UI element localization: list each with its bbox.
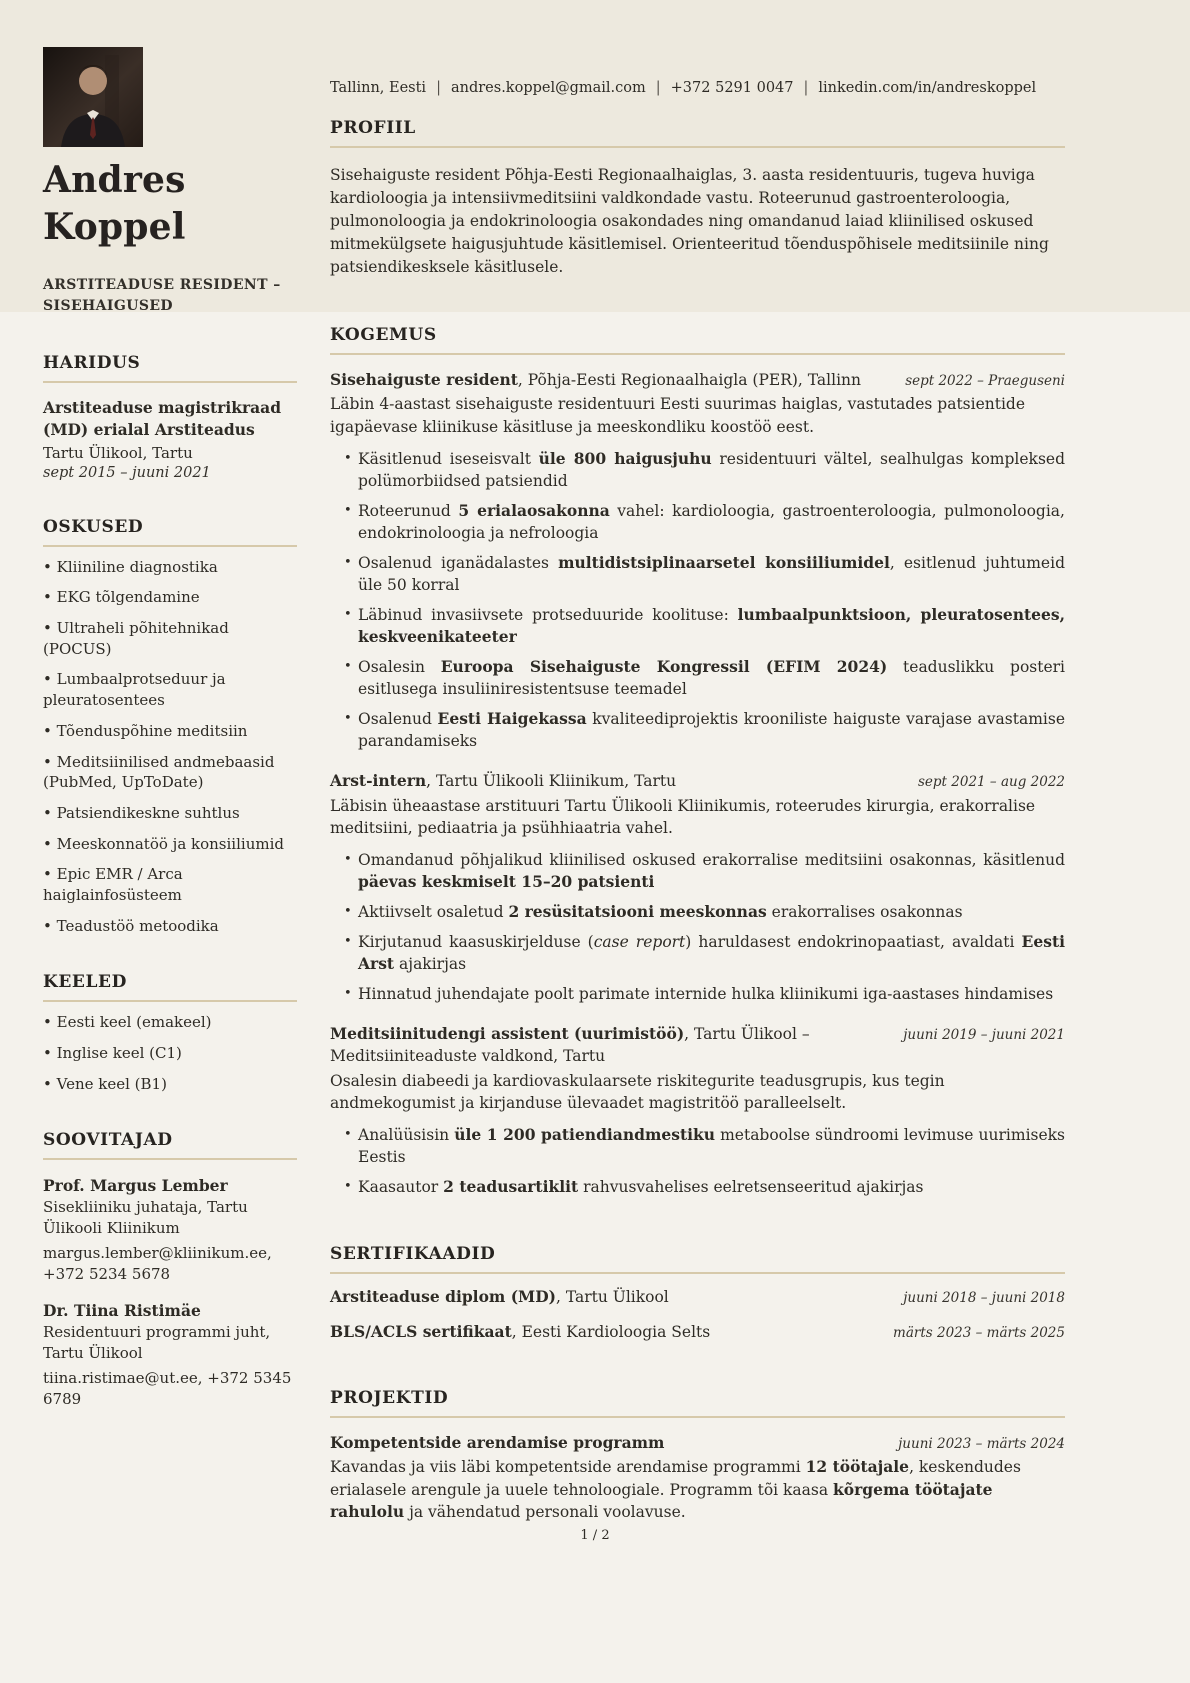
contact-phone: +372 5291 0047 <box>670 80 794 96</box>
experience-entry-header <box>330 369 1065 392</box>
project-entry <box>330 1432 1065 1524</box>
experience-titleblock <box>330 1023 885 1067</box>
experience-bullets <box>330 448 1065 752</box>
certificates-list <box>330 1286 1065 1343</box>
experience-title: Arst-intern <box>330 771 427 790</box>
page-number: 1 / 2 <box>580 1528 610 1543</box>
skill-item: • Patsiendikeskne suhtlus <box>43 803 240 822</box>
project-title: Kompetentside arendamise programm <box>330 1432 665 1452</box>
experience-bullet: • Omandanud põhjalikud kliinilised oskused erakorralise meditsiini osakonnas, käsitlenud päevas keskmiselt 15–20 patsienti <box>344 849 1065 893</box>
skills-list <box>43 557 297 937</box>
education-section <box>43 353 297 481</box>
experience-dates: sept 2021 – aug 2022 <box>918 774 1065 790</box>
skill-item: • Tõenduspõhine meditsiin <box>43 721 248 740</box>
experience-entry-header <box>330 770 1065 793</box>
certificate-title: BLS/ACLS sertifikaat <box>330 1322 512 1341</box>
contact-linkedin[interactable]: linkedin.com/in/andreskoppel <box>818 80 1037 96</box>
projects-heading: PROJEKTID <box>330 1388 1065 1418</box>
reference-item <box>43 1301 297 1410</box>
skills-heading: OSKUSED <box>43 517 297 547</box>
skill-item: • Epic EMR / Arca haiglainfosüsteem <box>43 865 183 904</box>
profile-section <box>330 118 1065 279</box>
experience-bullet: • Aktiivselt osaletud 2 resüsitatsiooni meeskonnas erakorralises osakonnas <box>344 901 1065 923</box>
profile-text: Sisehaiguste resident Põhja-Eesti Regionaalhaiglas, 3. aasta residentuuris, tugeva huviga kardioloogia ja intensiivmeditsiini valdkondade vastu. Roteerunud gastroenteroloogia, pulmonoloogia ja endokrinoloogia osakondades ning omandanud laiad kliinilised oskused mitmekülgsete haigusjuhtude käsitlemisel. Orienteeritud tõenduspõhisele meditsiinile ning patsiendikesksele käsitlusele. <box>330 166 1049 276</box>
experience-bullet: • Käsitlenud iseseisvalt üle 800 haigusjuhu residentuuri vältel, sealhulgas kompleksed polümorbiidsed patsiendid <box>344 448 1065 492</box>
experience-bullet: • Läbinud invasiivsete protseduuride koolituse: lumbaalpunktsioon, pleuratosentees, keskveenikateeter <box>344 604 1065 648</box>
certificate-titleblock <box>330 1321 875 1344</box>
experience-bullet: • Roteerunud 5 erialaosakonna vahel: kardioloogia, gastroenteroloogia, pulmonoloogia, endokrinoloogia ja nefroloogia <box>344 500 1065 544</box>
main-column <box>330 80 1065 1523</box>
language-item: • Eesti keel (emakeel) <box>43 1013 212 1032</box>
candidate-name: Andres Koppel <box>43 159 186 248</box>
languages-list <box>43 1012 297 1094</box>
experience-company: , Põhja-Eesti Regionaalhaigla (PER), Tallinn <box>517 370 861 389</box>
project-titleblock <box>330 1432 880 1455</box>
skill-item: • Kliiniline diagnostika <box>43 557 218 576</box>
languages-heading: KEELED <box>43 972 297 1002</box>
skill-item: • Lumbaalprotseduur ja pleuratosentees <box>43 670 226 710</box>
experience-description: Läbisin üheaastase arstituuri Tartu Ülikooli Kliinikumis, roteerudes kirurgia, erakorralise meditsiini, pediaatria ja psühhiaatria vahel. <box>330 796 1036 837</box>
education-dates: sept 2015 – juuni 2021 <box>43 464 211 481</box>
contact-location: Tallinn, Eesti <box>330 80 427 96</box>
projects-list <box>330 1432 1065 1524</box>
reference-contact: tiina.ristimae@ut.ee, +372 5345 6789 <box>43 1369 292 1409</box>
experience-title: Meditsiinitudengi assistent (uurimistöö) <box>330 1024 685 1044</box>
project-dates: juuni 2023 – märts 2024 <box>898 1435 1065 1452</box>
education-school: Tartu Ülikool, Tartu <box>43 443 193 462</box>
skill-item: • Ultraheli põhitehnikad (POCUS) <box>43 619 229 658</box>
experience-heading: KOGEMUS <box>330 325 1065 355</box>
contact-separator: | <box>655 80 661 96</box>
reference-role: Sisekliiniku juhataja, Tartu Ülikooli Kliinikum <box>43 1198 248 1238</box>
language-item: • Inglise keel (C1) <box>43 1044 182 1063</box>
skill-item: • Meditsiinilised andmebaasid (PubMed, UpToDate) <box>43 752 275 792</box>
experience-bullet: • Osalenud Eesti Haigekassa kvaliteediprojektis krooniliste haiguste varajase avastamise parandamiseks <box>344 708 1065 752</box>
reference-name: Dr. Tiina Ristimäe <box>43 1301 201 1321</box>
certificate-org: , Tartu Ülikool <box>555 1288 669 1307</box>
language-item: • Vene keel (B1) <box>43 1074 167 1093</box>
certificate-row <box>330 1286 1065 1309</box>
skills-section <box>43 517 297 937</box>
experience-bullet: • Osalenud iganädalastes multidistsiplinaarsetel konsiiliumidel, esitlenud juhtumeid üle 50 korral <box>344 552 1065 596</box>
reference-role: Residentuuri programmi juht, Tartu Ülikool <box>43 1323 271 1363</box>
experience-bullet: • Kaasautor 2 teadusartiklit rahvusvahelises eelretsenseeritud ajakirjas <box>344 1176 1065 1198</box>
certificate-title: Arstiteaduse diplom (MD) <box>330 1287 556 1307</box>
contact-email[interactable]: andres.koppel@gmail.com <box>450 80 646 96</box>
experience-list <box>330 369 1065 1199</box>
references-section <box>43 1130 297 1410</box>
certificates-heading: SERTIFIKAADID <box>330 1244 1065 1274</box>
experience-description: Osalesin diabeedi ja kardiovaskulaarsete riskitegurite teadusgrupis, kus tegin andmekogumist ja kirjanduse ülevaadet magistritöö paralleelselt. <box>330 1071 945 1112</box>
certificate-org: , Eesti Kardioloogia Selts <box>511 1323 711 1341</box>
certificates-section <box>330 1244 1065 1343</box>
experience-dates: sept 2022 – Praeguseni <box>905 372 1065 389</box>
reference-item <box>43 1176 297 1285</box>
projects-section <box>330 1388 1065 1524</box>
experience-entry-header <box>330 1023 1065 1067</box>
project-description: Kavandas ja viis läbi kompetentside arendamise programmi 12 töötajale, keskendudes erialasele arengule ja uuele tehnoloogiale. Programm tõi kaasa kõrgema töötajate rahulolu ja vähendatud personali voolavuse. <box>330 1457 1021 1521</box>
experience-entry <box>330 369 1065 752</box>
experience-title: Sisehaiguste resident <box>330 369 518 389</box>
reference-contact: margus.lember@kliinikum.ee, +372 5234 5678 <box>43 1244 272 1284</box>
experience-entry <box>330 1023 1065 1198</box>
education-heading: HARIDUS <box>43 353 297 383</box>
education-item <box>43 397 297 481</box>
skill-item: • Meeskonnatöö ja konsiiliumid <box>43 834 284 853</box>
candidate-job-title: ARSTITEADUSE RESIDENT – SISEHAIGUSED <box>43 276 281 314</box>
certificate-dates: juuni 2018 – juuni 2018 <box>903 1290 1065 1307</box>
certificate-dates: märts 2023 – märts 2025 <box>893 1325 1065 1341</box>
contact-separator: | <box>803 80 809 96</box>
experience-dates: juuni 2019 – juuni 2021 <box>903 1027 1065 1044</box>
experience-bullets <box>330 1124 1065 1198</box>
certificate-row <box>330 1321 1065 1344</box>
education-degree: Arstiteaduse magistrikraad (MD) erialal Arstiteadus <box>43 397 282 439</box>
experience-company: , Tartu Ülikool – Meditsiiniteaduste valdkond, Tartu <box>330 1025 810 1065</box>
certificate-titleblock <box>330 1286 885 1309</box>
references-list <box>43 1176 297 1410</box>
languages-section <box>43 972 297 1094</box>
experience-bullet: • Analüüsisin üle 1 200 patiendiandmestiku metaboolse sündroomi levimuse uurimiseks Eestis <box>344 1124 1065 1168</box>
sidebar <box>43 47 297 1410</box>
experience-description: Läbin 4-aastast sisehaiguste residentuuri Eesti suurimas haiglas, vastutades patsientide igapäevase kliinikuse käsitluse ja meeskondliku koostöö eest. <box>330 395 1026 436</box>
references-heading: SOOVITAJAD <box>43 1130 297 1160</box>
experience-bullet: • Osalesin Euroopa Sisehaiguste Kongressil (EFIM 2024) teaduslikku posteri esitlusega insuliiniresistentsuse teemadel <box>344 656 1065 700</box>
experience-section <box>330 325 1065 1199</box>
reference-name: Prof. Margus Lember <box>43 1176 228 1196</box>
project-entry-header <box>330 1432 1065 1455</box>
experience-bullets <box>330 849 1065 1005</box>
experience-titleblock <box>330 770 900 793</box>
profile-photo <box>43 47 143 147</box>
contact-separator: | <box>436 80 441 96</box>
profile-heading: PROFIIL <box>330 118 1065 148</box>
skill-item: • Teadustöö metoodika <box>43 916 219 935</box>
experience-titleblock <box>330 369 887 392</box>
contact-line <box>330 80 1065 96</box>
experience-company: , Tartu Ülikooli Kliinikum, Tartu <box>426 772 677 790</box>
experience-entry <box>330 770 1065 1005</box>
skill-item: • EKG tõlgendamine <box>43 588 200 607</box>
experience-bullet: • Hinnatud juhendajate poolt parimate internide hulka kliinikumi iga-aastases hindamises <box>344 983 1065 1005</box>
experience-bullet: • Kirjutanud kaasuskirjelduse (case report) haruldasest endokrinopaatiast, avaldati Eesti Arst ajakirjas <box>344 931 1065 975</box>
